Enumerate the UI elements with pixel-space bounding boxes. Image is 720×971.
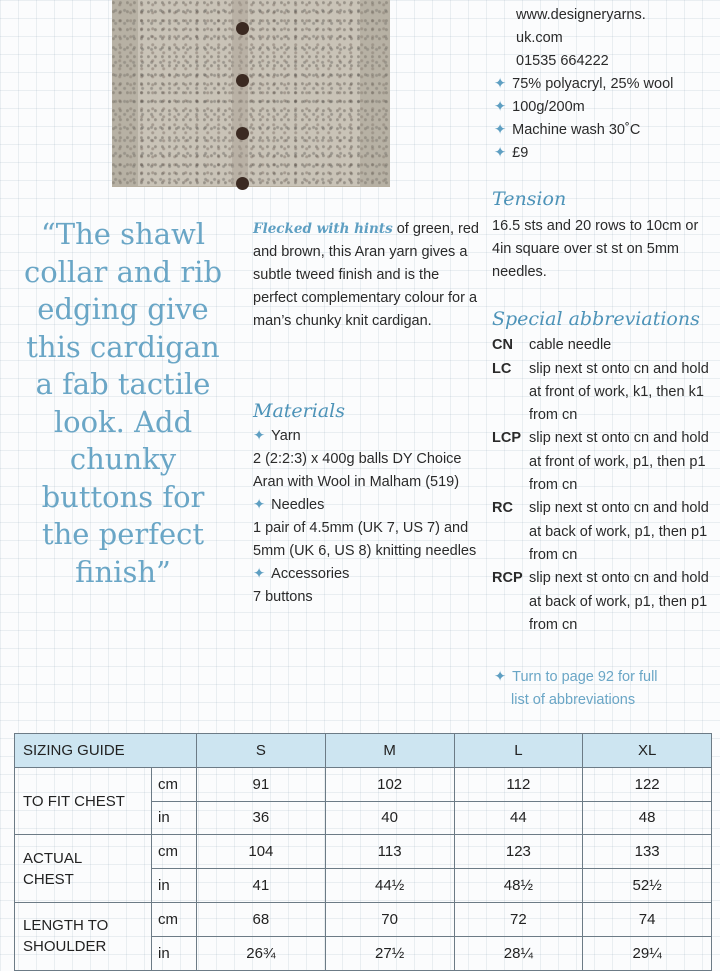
row-label-line-1: ACTUAL — [23, 849, 83, 867]
diamond-bullet-icon: ✦ — [494, 122, 507, 138]
cardigan-button — [236, 177, 249, 190]
materials-needles-label — [253, 494, 485, 517]
unit-cell: cm — [152, 835, 197, 869]
materials-yarn-text: 2 (2:2:3) x 400g balls DY Choice Aran with Wool in Malham (519) — [253, 451, 462, 490]
table-cell: 122 — [583, 767, 712, 801]
abbreviation-code: RC — [492, 500, 513, 517]
contact-line: www.designeryarns. — [516, 7, 646, 23]
pull-quote: “The shawl collar and rib edging give this cardigan a fab tactile look. Add chunky buttons for the perfect finish” — [23, 217, 223, 589]
cardigan-button — [236, 74, 249, 87]
sizing-guide-table — [14, 733, 712, 971]
table-cell: 48 — [583, 801, 712, 835]
table-cell: 29¼ — [583, 936, 712, 970]
abbreviation-item — [492, 334, 720, 357]
turn-note-line-1: Turn to page 92 for full — [512, 669, 658, 685]
table-row — [15, 767, 712, 801]
table-cell: 68 — [197, 902, 326, 936]
table-row — [15, 835, 712, 869]
materials-needles-text: 1 pair of 4.5mm (UK 7, US 7) and 5mm (UK 6, US 8) knitting needles — [253, 520, 477, 559]
abbreviation-code: LC — [492, 360, 512, 377]
unit-cell: in — [152, 869, 197, 903]
materials-accessories-label — [253, 563, 485, 586]
table-cell: 123 — [454, 835, 583, 869]
unit-cell: cm — [152, 902, 197, 936]
table-cell: 72 — [454, 902, 583, 936]
abbreviations-section — [492, 308, 720, 637]
cardigan-button — [236, 22, 249, 35]
diamond-bullet-icon: ✦ — [494, 669, 507, 685]
table-cell: 133 — [583, 835, 712, 869]
contact-line: uk.com — [516, 30, 563, 46]
table-cell: 41 — [197, 869, 326, 903]
abbreviation-item — [492, 497, 720, 567]
table-cell: 40 — [325, 801, 454, 835]
table-row — [15, 902, 712, 936]
table-cell: 113 — [325, 835, 454, 869]
materials-accessories-text: 7 buttons — [253, 589, 313, 605]
table-cell: 70 — [325, 902, 454, 936]
spec-text: 75% polyacryl, 25% wool — [512, 76, 674, 92]
diamond-bullet-icon: ✦ — [253, 566, 266, 582]
abbreviations-note — [494, 666, 714, 712]
diamond-bullet-icon: ✦ — [494, 76, 507, 92]
cardigan-sleeve-right — [360, 0, 390, 186]
materials-section — [253, 400, 485, 609]
diamond-bullet-icon: ✦ — [494, 145, 507, 161]
abbreviation-definition: slip next st onto cn and hold at back of work, p1, then p1 from cn — [529, 500, 709, 563]
abbreviation-item — [492, 567, 720, 637]
table-cell: 112 — [454, 767, 583, 801]
accessories-label: Accessories — [271, 566, 350, 582]
row-label — [15, 767, 152, 835]
row-label-line-1: LENGTH TO — [23, 917, 109, 935]
table-cell: 36 — [197, 801, 326, 835]
spec-item — [494, 119, 720, 142]
size-header: L — [454, 734, 583, 768]
abbreviation-code: CN — [492, 337, 513, 354]
abbreviation-definition: cable needle — [529, 337, 612, 354]
table-cell: 44 — [454, 801, 583, 835]
materials-heading: Materials — [253, 400, 345, 422]
abbreviation-item — [492, 358, 720, 428]
intro-text: of green, red and brown, this Aran yarn gives a subtle tweed finish and is the perfect complementary colour for a man’s chunky knit cardigan. — [253, 221, 479, 329]
table-cell: 74 — [583, 902, 712, 936]
spec-text: Machine wash 30˚C — [512, 122, 641, 138]
cardigan-photo — [112, 0, 390, 187]
row-label — [15, 835, 152, 903]
tension-section — [492, 188, 720, 284]
spec-item — [494, 142, 720, 165]
abbreviations-heading: Special abbreviations — [492, 308, 700, 330]
table-cell: 28¼ — [454, 936, 583, 970]
tension-text: 16.5 sts and 20 rows to 10cm or 4in square over st st on 5mm needles. — [492, 218, 699, 280]
diamond-bullet-icon: ✦ — [253, 428, 266, 444]
table-cell: 27½ — [325, 936, 454, 970]
table-cell: 48½ — [454, 869, 583, 903]
table-cell: 91 — [197, 767, 326, 801]
abbreviation-definition: slip next st onto cn and hold at front of work, p1, then p1 from cn — [529, 430, 709, 494]
unit-cell: in — [152, 936, 197, 970]
turn-note-line-2: list of abbreviations — [511, 692, 636, 708]
abbreviation-item — [492, 427, 720, 497]
table-header-row — [15, 734, 712, 768]
row-label-line-2: CHEST — [23, 870, 74, 888]
spec-text: 100g/200m — [512, 99, 585, 115]
spec-item — [494, 96, 720, 119]
abbreviation-code: LCP — [492, 430, 521, 447]
contact-phone: 01535 664222 — [516, 53, 609, 69]
row-label-line-1: TO FIT CHEST — [23, 792, 125, 810]
row-label-line-2: SHOULDER — [23, 938, 107, 956]
table-cell: 44½ — [325, 869, 454, 903]
size-header: S — [197, 734, 326, 768]
yarn-label: Yarn — [271, 428, 301, 444]
intro-lead: Flecked with hints — [253, 221, 393, 237]
size-header: XL — [583, 734, 712, 768]
abbreviation-code: RCP — [492, 570, 523, 587]
unit-cell: cm — [152, 767, 197, 801]
tension-heading: Tension — [492, 188, 567, 210]
table-cell: 104 — [197, 835, 326, 869]
sizing-guide-title: SIZING GUIDE — [15, 734, 197, 768]
materials-yarn-label — [253, 425, 485, 448]
diamond-bullet-icon: ✦ — [253, 497, 266, 513]
spec-text: £9 — [512, 145, 529, 161]
cardigan-sleeve-left — [112, 0, 138, 186]
yarn-details — [494, 4, 720, 165]
abbreviation-definition: slip next st onto cn and hold at back of work, p1, then p1 from cn — [529, 570, 709, 633]
table-cell: 26¾ — [197, 936, 326, 970]
table-cell: 102 — [325, 767, 454, 801]
table-cell: 52½ — [583, 869, 712, 903]
unit-cell: in — [152, 801, 197, 835]
size-header: M — [325, 734, 454, 768]
cardigan-button — [236, 127, 249, 140]
spec-item — [494, 73, 720, 96]
abbreviation-definition: slip next st onto cn and hold at front of work, k1, then k1 from cn — [529, 360, 709, 424]
needles-label: Needles — [271, 497, 325, 513]
intro-paragraph — [253, 218, 485, 333]
diamond-bullet-icon: ✦ — [494, 99, 507, 115]
